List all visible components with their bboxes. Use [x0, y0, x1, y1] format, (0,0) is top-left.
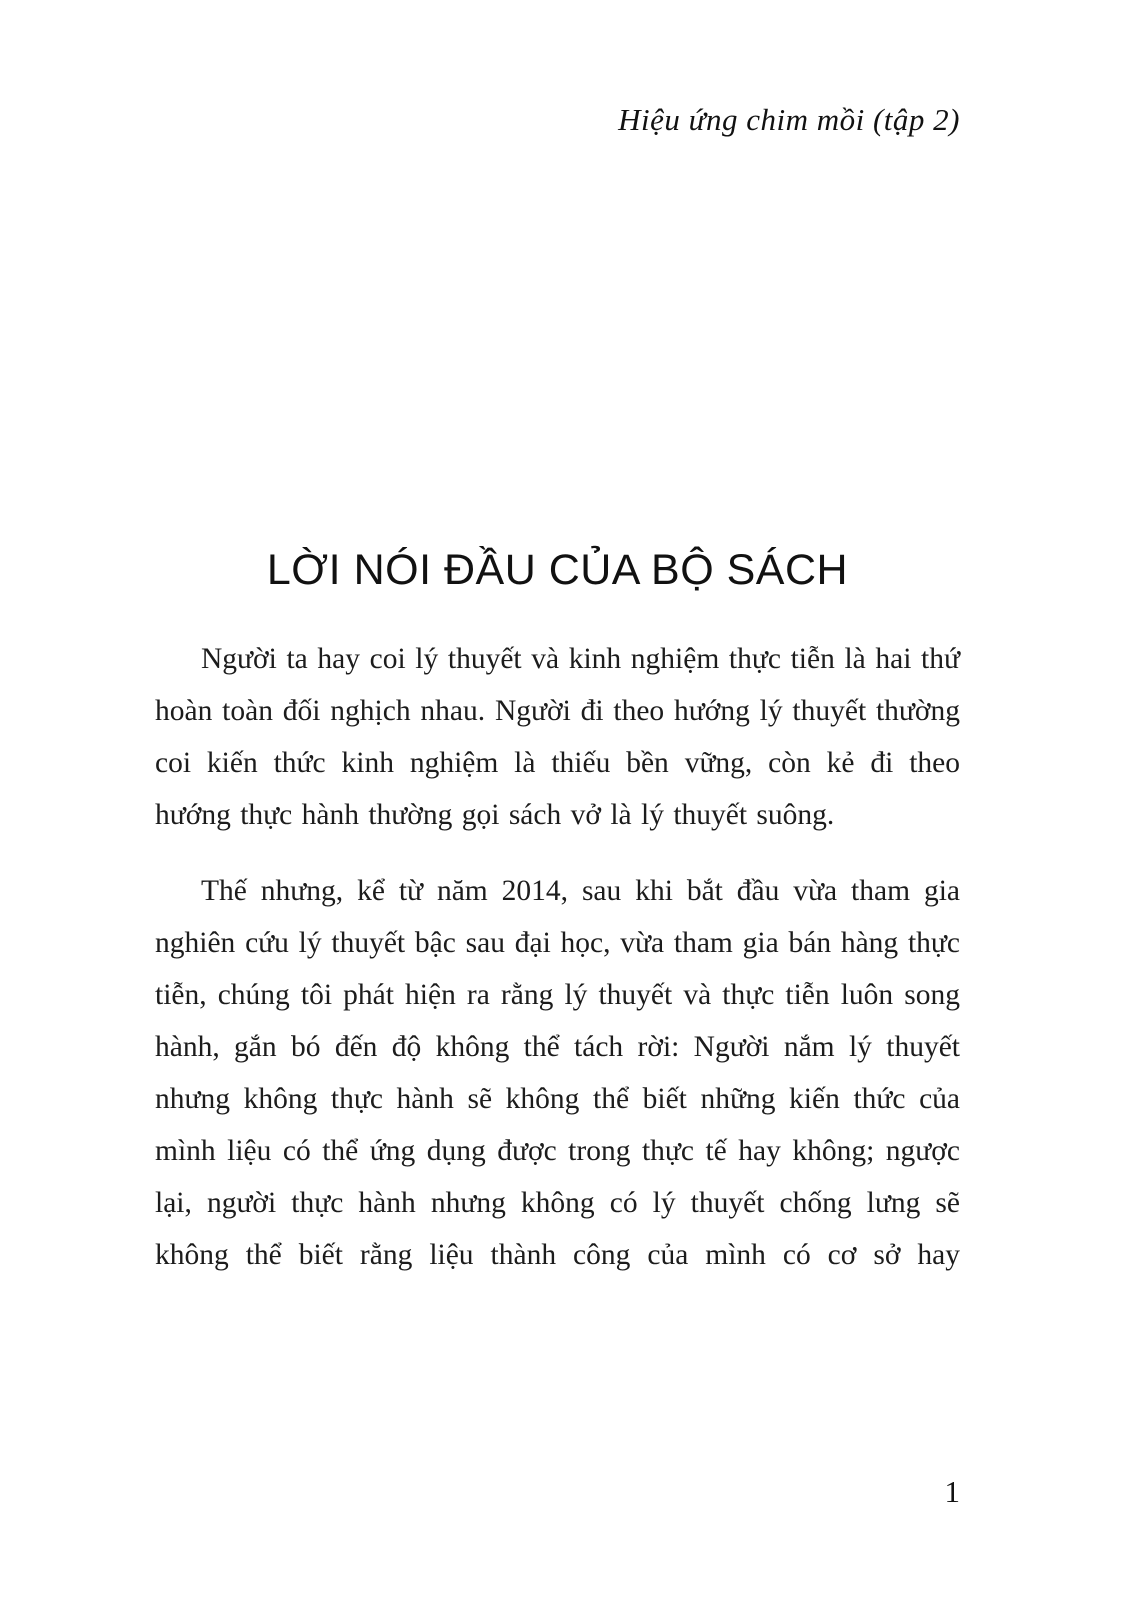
paragraph: Người ta hay coi lý thuyết và kinh nghiệm thực tiễn là hai thứ hoàn toàn đối nghịch nhau. Người đi theo hướng lý thuyết thường coi kiến thức kinh nghiệm là thiếu bền vững, còn kẻ đi theo hướng thực hành thường gọi sách vở là lý thuyết suông. — [155, 643, 960, 831]
running-head: Hiệu ứng chim mồi (tập 2) — [618, 102, 960, 137]
paragraph: Thế nhưng, kể từ năm 2014, sau khi bắt đầu vừa tham gia nghiên cứu lý thuyết bậc sau đại học, vừa tham gia bán hàng thực tiễn, chúng tôi phát hiện ra rằng lý thuyết và thực tiễn luôn song hành, gắn bó đến độ không thể tách rời: Người nắm lý thuyết nhưng không thực hành sẽ không thể biết những kiến thức của mình liệu có thể ứng dụng được trong thực tế hay không; ngược lại, người thực hành nhưng không có lý thuyết chống lưng sẽ không thể biết rằng liệu thành công của mình có cơ sở hay — [155, 875, 960, 1271]
chapter-title: LỜI NÓI ĐẦU CỦA BỘ SÁCH — [266, 546, 849, 594]
page-content — [155, 0, 960, 1281]
body-text — [155, 633, 960, 1281]
page-number: 1 — [944, 1474, 960, 1509]
